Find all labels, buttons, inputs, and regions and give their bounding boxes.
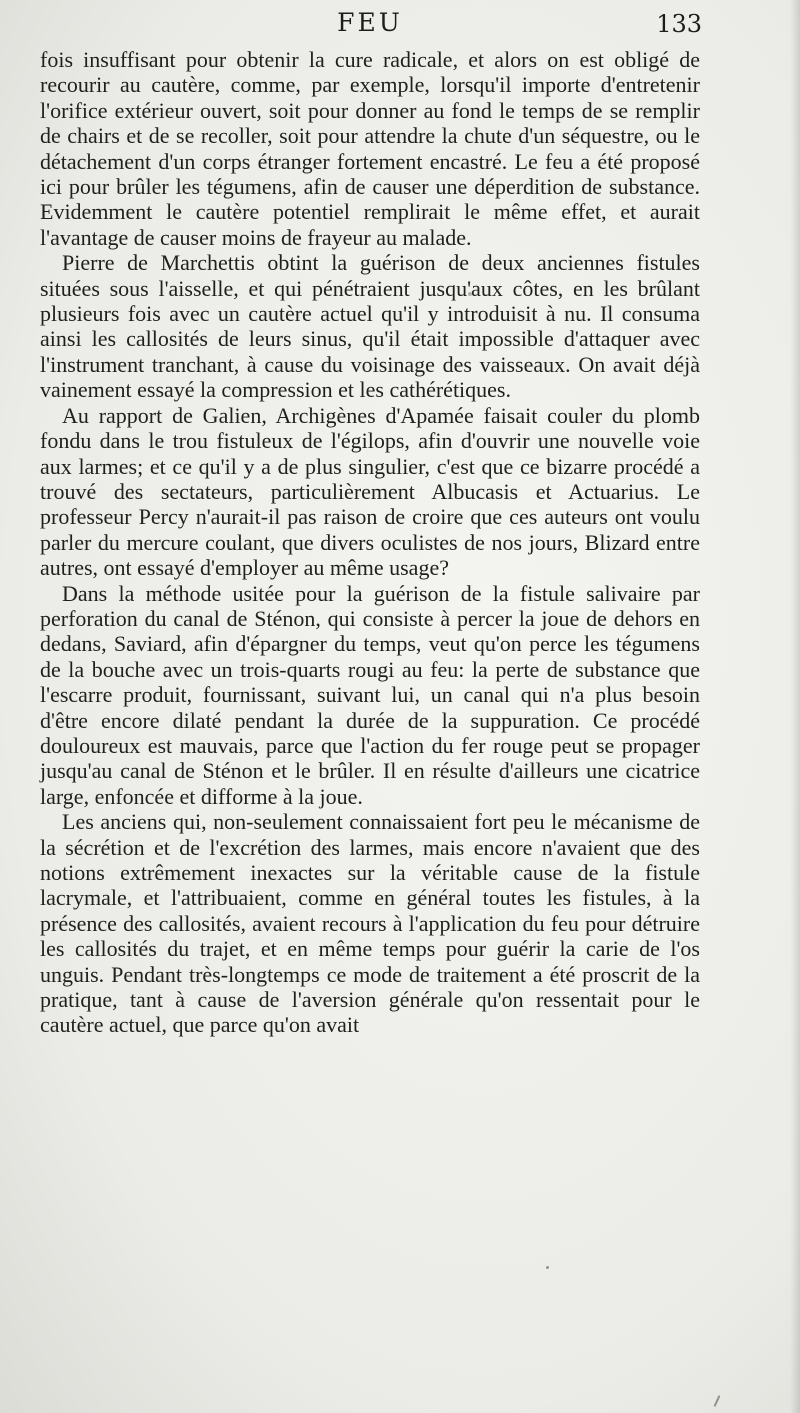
print-speck bbox=[546, 1266, 549, 1269]
paragraph-anciens: Les anciens qui, non-seulement connaissaient fort peu le mécanisme de la sécrétion et de l'excrétion des larmes, mais encore n'avaient que des notions extrêmement inexactes sur la véritable cause de la fistule lacrymale, et l'attribuaient, comme en général toutes les fistules, à la présence des callosités, avaient recours à l'application du feu pour détruire les callosités du trajet, et en même temps pour guérir la carie de l'os unguis. Pendant très-longtemps ce mode de traitement a été proscrit de la pratique, tant à cause de l'aversion générale qu'on ressentait pour le cautère actuel, que parce qu'on avait bbox=[40, 809, 700, 1038]
print-speck bbox=[468, 292, 472, 296]
running-head bbox=[40, 8, 700, 42]
page-number: 133 bbox=[656, 10, 702, 38]
paragraph-marchettis: Pierre de Marchettis obtint la guérison de deux anciennes fistules situées sous l'aisselle, et qui pénétraient jusqu'aux côtes, en les brûlant plusieurs fois avec un cautère actuel qu'il y introduisit à nu. Il consuma ainsi les callosités de leurs sinus, qu'il était impossible d'attaquer avec l'instrument tranchant, à cause du voisinage des vaisseaux. On avait déjà vainement essayé la compression et les cathérétiques. bbox=[40, 250, 700, 403]
paragraph-stenon: Dans la méthode usitée pour la guérison de la fistule salivaire par perforation du canal de Sténon, qui consiste à percer la joue de dehors en dedans, Saviard, afin d'épargner du temps, veut qu'on perce les tégumens de la bouche avec un trois-quarts rougi au feu: la perte de substance que l'escarre produit, fournissant, suivant lui, un canal qui n'a plus besoin d'être encore dilaté pendant la durée de la suppuration. Ce procédé douloureux est mauvais, parce que l'action du fer rouge peut se propager jusqu'au canal de Sténon et le brûler. Il en résulte d'ailleurs une cicatrice large, enfoncée et difforme à la joue. bbox=[40, 580, 700, 809]
print-speck bbox=[714, 1395, 721, 1407]
running-title: FEU bbox=[337, 8, 403, 37]
paragraph-galien: Au rapport de Galien, Archigènes d'Apamée faisait couler du plomb fondu dans le trou fistuleux de l'égilops, afin d'ouvrir une nouvelle voie aux larmes; et ce qu'il y a de plus singulier, c'est que ce bizarre procédé a trouvé des sectateurs, particulièrement Albucasis et Actuarius. Le professeur Percy n'aurait-il pas raison de croire que ces auteurs ont voulu parler du mercure coulant, que divers oculistes de nos jours, Blizard entre autres, ont essayé d'employer au même usage? bbox=[40, 402, 700, 581]
body-text bbox=[40, 47, 700, 1038]
paragraph-continued: fois insuffisant pour obtenir la cure radicale, et alors on est obligé de recourir au cautère, comme, par exemple, lorsqu'il importe d'entretenir l'orifice extérieur ouvert, soit pour donner au fond le temps de se remplir de chairs et de se recoller, soit pour attendre la chute d'un séquestre, ou le détachement d'un corps étranger fortement encastré. Le feu a été proposé ici pour brûler les tégumens, afin de causer une déperdition de substance. Evidemment le cautère potentiel remplirait le même effet, et aurait l'avantage de causer moins de frayeur au malade. bbox=[40, 47, 700, 250]
page-edge-shadow bbox=[790, 0, 800, 1413]
